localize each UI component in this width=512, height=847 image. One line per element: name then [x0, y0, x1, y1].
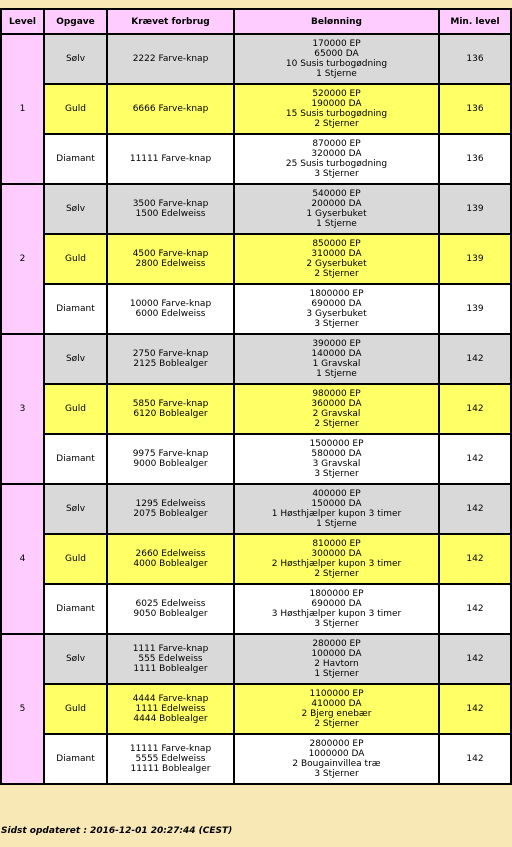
- reward-cell-line: 190000 DA: [311, 99, 362, 109]
- reward-cell-line: 100000 DA: [311, 649, 362, 659]
- cost-cell-line: 6666 Farve-knap: [132, 104, 209, 114]
- reward-cell-line: 1500000 EP: [309, 439, 364, 449]
- cost-cell: [107, 234, 234, 284]
- reward-cell-line: 2 Gravskal: [312, 409, 361, 419]
- cost-cell: [107, 584, 234, 634]
- min-level-cell: 139: [439, 234, 511, 284]
- table-row: [1, 84, 511, 134]
- task-cell: Sølv: [44, 334, 107, 384]
- reward-cell-line: 300000 DA: [311, 549, 362, 559]
- cost-cell-line: 11111 Farve-knap: [129, 744, 212, 754]
- reward-cell-line: 520000 EP: [312, 89, 361, 99]
- reward-cell-line: 3 Stjerner: [314, 469, 359, 479]
- reward-cell-line: 150000 DA: [311, 499, 362, 509]
- task-cell: Guld: [44, 84, 107, 134]
- task-cell: Sølv: [44, 184, 107, 234]
- task-cell: Guld: [44, 234, 107, 284]
- reward-cell-line: 690000 DA: [311, 599, 362, 609]
- reward-cell-line: 690000 DA: [311, 299, 362, 309]
- task-cell: Diamant: [44, 134, 107, 184]
- min-level-cell: 139: [439, 184, 511, 234]
- table-body: [1, 34, 511, 784]
- cost-cell-line: 2075 Boblealger: [133, 509, 208, 519]
- cost-cell-line: 5850 Farve-knap: [132, 399, 209, 409]
- cost-cell: [107, 384, 234, 434]
- reward-cell: [234, 34, 439, 84]
- reward-cell: [234, 484, 439, 534]
- table-row: [1, 634, 511, 684]
- cost-cell-line: 5555 Edelweiss: [135, 754, 206, 764]
- rewards-table: [0, 8, 512, 785]
- task-cell: Guld: [44, 384, 107, 434]
- level-cell: 1: [1, 34, 44, 184]
- task-cell: Guld: [44, 684, 107, 734]
- level-cell: 4: [1, 484, 44, 634]
- table-row: [1, 684, 511, 734]
- reward-cell-line: 3 Gyserbuket: [306, 309, 367, 319]
- reward-cell-line: 580000 DA: [311, 449, 362, 459]
- reward-cell-line: 1 Høsthjælper kupon 3 timer: [271, 509, 402, 519]
- reward-cell-line: 390000 EP: [312, 339, 361, 349]
- min-level-cell: 142: [439, 434, 511, 484]
- reward-cell-line: 1 Stjerne: [316, 369, 357, 379]
- cost-cell-line: 2222 Farve-knap: [132, 54, 209, 64]
- reward-cell-line: 1800000 EP: [309, 589, 364, 599]
- reward-cell: [234, 434, 439, 484]
- cost-cell: [107, 134, 234, 184]
- cost-cell-line: 11111 Farve-knap: [129, 154, 212, 164]
- reward-cell: [234, 134, 439, 184]
- cost-cell-line: 10000 Farve-knap: [129, 299, 212, 309]
- reward-cell-line: 1100000 EP: [309, 689, 364, 699]
- cost-cell: [107, 284, 234, 334]
- cost-cell-line: 4000 Boblealger: [133, 559, 208, 569]
- reward-cell-line: 1 Stjerner: [314, 669, 359, 679]
- reward-cell: [234, 384, 439, 434]
- cost-cell: [107, 734, 234, 784]
- level-cell: 3: [1, 334, 44, 484]
- reward-cell-line: 3 Stjerner: [314, 619, 359, 629]
- header-level: Level: [1, 9, 44, 34]
- min-level-cell: 142: [439, 684, 511, 734]
- cost-cell: [107, 34, 234, 84]
- reward-cell-line: 870000 EP: [312, 139, 361, 149]
- min-level-cell: 136: [439, 34, 511, 84]
- reward-cell-line: 2 Bjerg enebær: [301, 709, 372, 719]
- task-cell: Diamant: [44, 284, 107, 334]
- cost-cell-line: 9050 Boblealger: [133, 609, 208, 619]
- cost-cell: [107, 434, 234, 484]
- reward-cell-line: 280000 EP: [312, 639, 361, 649]
- reward-cell-line: 1800000 EP: [309, 289, 364, 299]
- table-row: [1, 484, 511, 534]
- cost-cell-line: 4444 Farve-knap: [132, 694, 209, 704]
- min-level-cell: 142: [439, 334, 511, 384]
- table-row: [1, 134, 511, 184]
- min-level-cell: 142: [439, 634, 511, 684]
- reward-cell-line: 2 Stjerner: [314, 269, 359, 279]
- reward-cell: [234, 634, 439, 684]
- table-row: [1, 734, 511, 784]
- table-row: [1, 434, 511, 484]
- reward-cell-line: 170000 EP: [312, 39, 361, 49]
- reward-cell-line: 1000000 DA: [308, 749, 365, 759]
- cost-cell-line: 1500 Edelweiss: [135, 209, 206, 219]
- cost-cell-line: 6120 Boblealger: [133, 409, 208, 419]
- reward-cell-line: 1 Stjerne: [316, 519, 357, 529]
- cost-cell-line: 4500 Farve-knap: [132, 249, 209, 259]
- reward-cell: [234, 234, 439, 284]
- reward-cell-line: 410000 DA: [311, 699, 362, 709]
- level-cell: 5: [1, 634, 44, 784]
- cost-cell: [107, 534, 234, 584]
- cost-cell-line: 4444 Boblealger: [133, 714, 208, 724]
- cost-cell: [107, 184, 234, 234]
- cost-cell-line: 11111 Boblealger: [130, 764, 211, 774]
- min-level-cell: 136: [439, 134, 511, 184]
- reward-cell-line: 65000 DA: [314, 49, 359, 59]
- reward-cell-line: 140000 DA: [311, 349, 362, 359]
- reward-cell-line: 2800000 EP: [309, 739, 364, 749]
- cost-cell-line: 9000 Boblealger: [133, 459, 208, 469]
- cost-cell-line: 9975 Farve-knap: [132, 449, 209, 459]
- table-row: [1, 284, 511, 334]
- reward-cell-line: 540000 EP: [312, 189, 361, 199]
- min-level-cell: 139: [439, 284, 511, 334]
- min-level-cell: 142: [439, 484, 511, 534]
- min-level-cell: 136: [439, 84, 511, 134]
- task-cell: Sølv: [44, 634, 107, 684]
- task-cell: Sølv: [44, 34, 107, 84]
- reward-cell-line: 25 Susis turbogødning: [285, 159, 388, 169]
- header-min-level: Min. level: [439, 9, 511, 34]
- table-row: [1, 334, 511, 384]
- reward-cell-line: 1 Stjerne: [316, 69, 357, 79]
- reward-cell-line: 1 Stjerne: [316, 219, 357, 229]
- last-updated: Sidst opdateret : 2016-12-01 20:27:44 (CEST): [1, 826, 233, 836]
- cost-cell-line: 2660 Edelweiss: [135, 549, 206, 559]
- reward-cell-line: 850000 EP: [312, 239, 361, 249]
- reward-cell: [234, 734, 439, 784]
- reward-cell-line: 320000 DA: [311, 149, 362, 159]
- min-level-cell: 142: [439, 384, 511, 434]
- min-level-cell: 142: [439, 734, 511, 784]
- cost-cell: [107, 334, 234, 384]
- cost-cell-line: 6000 Edelweiss: [135, 309, 206, 319]
- reward-cell-line: 3 Stjerner: [314, 769, 359, 779]
- reward-cell: [234, 584, 439, 634]
- cost-cell-line: 2750 Farve-knap: [132, 349, 209, 359]
- reward-cell-line: 3 Stjerner: [314, 319, 359, 329]
- reward-cell: [234, 84, 439, 134]
- reward-cell-line: 3 Gravskal: [312, 459, 361, 469]
- task-cell: Diamant: [44, 734, 107, 784]
- reward-cell-line: 3 Høsthjælper kupon 3 timer: [271, 609, 402, 619]
- reward-cell: [234, 284, 439, 334]
- reward-cell-line: 2 Stjerner: [314, 419, 359, 429]
- reward-cell: [234, 334, 439, 384]
- cost-cell-line: 2125 Boblealger: [133, 359, 208, 369]
- cost-cell: [107, 684, 234, 734]
- table-row: [1, 34, 511, 84]
- table-row: [1, 384, 511, 434]
- table-row: [1, 234, 511, 284]
- reward-cell-line: 2 Stjerner: [314, 719, 359, 729]
- reward-cell-line: 3 Stjerner: [314, 169, 359, 179]
- reward-cell-line: 2 Høsthjælper kupon 3 timer: [271, 559, 402, 569]
- task-cell: Diamant: [44, 434, 107, 484]
- reward-cell: [234, 684, 439, 734]
- reward-cell-line: 1 Gyserbuket: [306, 209, 367, 219]
- header-cost: Krævet forbrug: [107, 9, 234, 34]
- cost-cell-line: 1111 Boblealger: [133, 664, 208, 674]
- reward-cell-line: 400000 EP: [312, 489, 361, 499]
- cost-cell-line: 1111 Edelweiss: [135, 704, 206, 714]
- cost-cell-line: 555 Edelweiss: [138, 654, 203, 664]
- min-level-cell: 142: [439, 534, 511, 584]
- reward-cell-line: 2 Stjerner: [314, 119, 359, 129]
- cost-cell: [107, 84, 234, 134]
- header-row: [1, 9, 511, 34]
- cost-cell: [107, 484, 234, 534]
- table-row: [1, 184, 511, 234]
- reward-cell-line: 2 Havtorn: [314, 659, 359, 669]
- reward-cell-line: 10 Susis turbogødning: [285, 59, 388, 69]
- cost-cell-line: 3500 Farve-knap: [132, 199, 209, 209]
- reward-cell-line: 15 Susis turbogødning: [285, 109, 388, 119]
- level-cell: 2: [1, 184, 44, 334]
- reward-cell: [234, 534, 439, 584]
- table-row: [1, 584, 511, 634]
- reward-cell-line: 1 Gravskal: [312, 359, 361, 369]
- reward-cell-line: 200000 DA: [311, 199, 362, 209]
- reward-cell-line: 360000 DA: [311, 399, 362, 409]
- min-level-cell: 142: [439, 584, 511, 634]
- header-reward: Belønning: [234, 9, 439, 34]
- cost-cell-line: 6025 Edelweiss: [135, 599, 206, 609]
- task-cell: Guld: [44, 534, 107, 584]
- reward-cell-line: 2 Stjerner: [314, 569, 359, 579]
- task-cell: Diamant: [44, 584, 107, 634]
- cost-cell-line: 2800 Edelweiss: [135, 259, 206, 269]
- reward-cell: [234, 184, 439, 234]
- reward-cell-line: 980000 EP: [312, 389, 361, 399]
- reward-cell-line: 2 Bougainvillea træ: [292, 759, 381, 769]
- reward-cell-line: 310000 DA: [311, 249, 362, 259]
- cost-cell: [107, 634, 234, 684]
- table-row: [1, 534, 511, 584]
- reward-cell-line: 2 Gyserbuket: [306, 259, 367, 269]
- reward-cell-line: 810000 EP: [312, 539, 361, 549]
- cost-cell-line: 1295 Edelweiss: [135, 499, 206, 509]
- cost-cell-line: 1111 Farve-knap: [132, 644, 209, 654]
- header-task: Opgave: [44, 9, 107, 34]
- task-cell: Sølv: [44, 484, 107, 534]
